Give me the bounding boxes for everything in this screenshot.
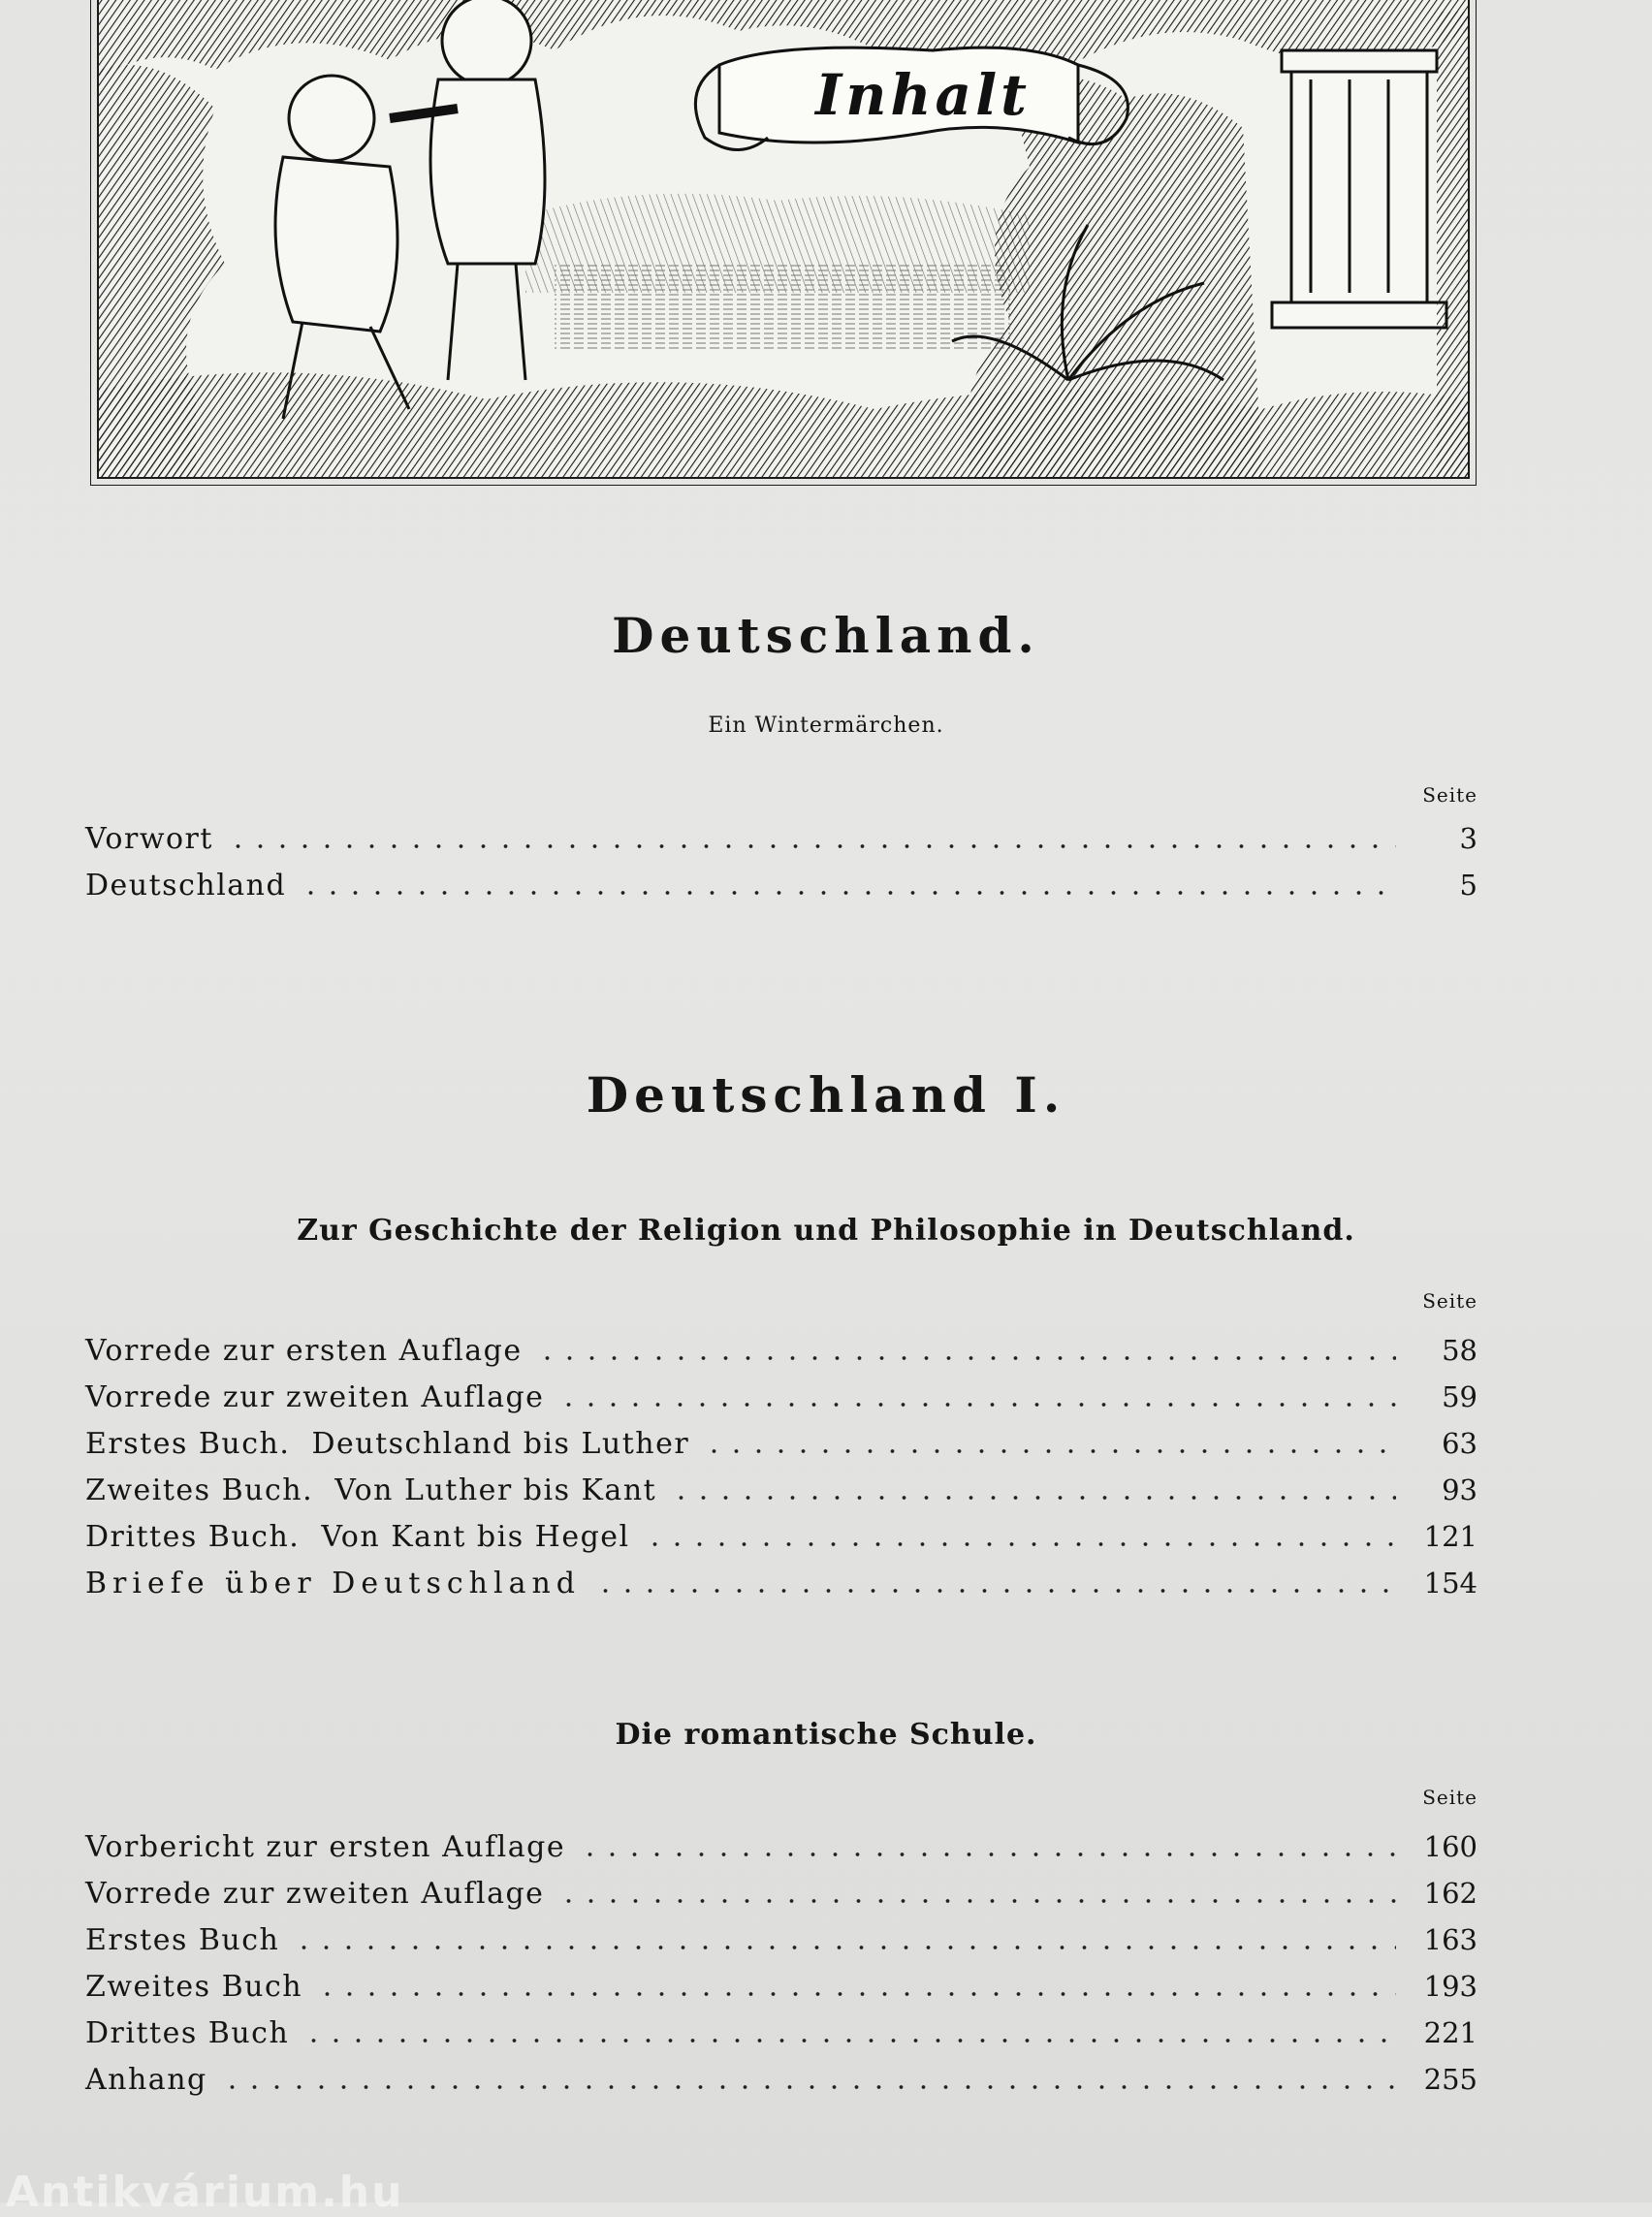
watermark: Antikvárium.hu xyxy=(6,2168,404,2217)
toc-entry[interactable] xyxy=(85,1877,1477,1923)
toc-entry-page: 93 xyxy=(1442,1473,1477,1506)
toc-entry-title: Drittes Buch xyxy=(85,2016,290,2050)
dot-leader xyxy=(536,1344,1396,1373)
dot-leader xyxy=(594,1576,1396,1605)
toc-entry-page: 162 xyxy=(1423,1877,1477,1910)
dot-leader xyxy=(670,1483,1396,1512)
toc-entry-page: 255 xyxy=(1423,2063,1477,2096)
toc-entry-title: Anhang xyxy=(85,2063,207,2097)
toc-entry[interactable] xyxy=(85,1567,1477,1613)
toc-entry-page: 59 xyxy=(1442,1380,1477,1413)
header-engraving xyxy=(97,0,1470,479)
toc-entry-title: Vorrede zur zweiten Auflage xyxy=(85,1877,545,1911)
toc-entry-page: 163 xyxy=(1423,1923,1477,1956)
toc-entry-title: Briefe über Deutschland xyxy=(85,1567,581,1600)
toc-entry-title: Erstes Buch. Deutschland bis Luther xyxy=(85,1427,690,1461)
toc-entry[interactable] xyxy=(85,1830,1477,1877)
toc-entry[interactable] xyxy=(85,822,1477,869)
dot-leader xyxy=(227,832,1396,861)
dot-leader xyxy=(557,1390,1396,1419)
toc-entry-page: 193 xyxy=(1423,1970,1477,2003)
dot-leader xyxy=(221,2073,1396,2102)
toc-entry[interactable] xyxy=(85,869,1477,915)
toc-entry-page: 121 xyxy=(1423,1520,1477,1553)
dot-leader xyxy=(293,1933,1396,1962)
toc-entry-title: Vorrede zur zweiten Auflage xyxy=(85,1380,545,1414)
toc-entry-title: Vorwort xyxy=(85,822,213,856)
toc-entry[interactable] xyxy=(85,1334,1477,1380)
banner-title: Inhalt xyxy=(815,62,1031,128)
toc-entry-page: 221 xyxy=(1423,2016,1477,2049)
toc-list-romantische-schule xyxy=(85,1830,1477,2109)
page-column-label: Seite xyxy=(1422,783,1477,807)
toc-entry-title: Drittes Buch. Von Kant bis Hegel xyxy=(85,1520,630,1554)
toc-entry[interactable] xyxy=(85,1380,1477,1427)
toc-list-deutschland xyxy=(85,822,1477,915)
toc-entry-title: Vorbericht zur ersten Auflage xyxy=(85,1830,566,1864)
toc-list-religion-philosophie xyxy=(85,1334,1477,1613)
toc-entry[interactable] xyxy=(85,1473,1477,1520)
toc-entry[interactable] xyxy=(85,1923,1477,1970)
dot-leader xyxy=(316,1979,1396,2009)
section-subtitle-romantische-schule: Die romantische Schule. xyxy=(615,1718,1037,1752)
section-subtitle-religion-philosophie: Zur Geschichte der Religion und Philosophie in Deutschland. xyxy=(297,1214,1355,1248)
dot-leader xyxy=(579,1840,1396,1869)
section-title-deutschland-i: Deutschland I. xyxy=(586,1066,1066,1124)
dot-leader xyxy=(644,1530,1396,1559)
page-column-label: Seite xyxy=(1422,1786,1477,1809)
toc-entry-page: 5 xyxy=(1459,869,1477,902)
toc-entry-page: 154 xyxy=(1423,1567,1477,1599)
toc-entry-title: Erstes Buch xyxy=(85,1923,280,1957)
toc-entry[interactable] xyxy=(85,2016,1477,2063)
toc-entry-title: Vorrede zur ersten Auflage xyxy=(85,1334,523,1368)
toc-entry[interactable] xyxy=(85,1520,1477,1567)
dot-leader xyxy=(703,1437,1396,1466)
toc-entry-page: 63 xyxy=(1442,1427,1477,1460)
dot-leader xyxy=(300,878,1396,907)
toc-entry-page: 58 xyxy=(1442,1334,1477,1367)
toc-entry-title: Zweites Buch. Von Luther bis Kant xyxy=(85,1473,657,1507)
toc-entry-page: 160 xyxy=(1423,1830,1477,1863)
toc-entry-page: 3 xyxy=(1459,822,1477,855)
dot-leader xyxy=(302,2026,1396,2055)
section-subtitle-wintermaerchen: Ein Wintermärchen. xyxy=(708,713,944,738)
toc-entry[interactable] xyxy=(85,1427,1477,1473)
toc-entry[interactable] xyxy=(85,2063,1477,2109)
page-column-label: Seite xyxy=(1422,1289,1477,1313)
dot-leader xyxy=(557,1886,1396,1916)
toc-entry-title: Deutschland xyxy=(85,869,287,903)
toc-entry[interactable] xyxy=(85,1970,1477,2016)
section-title-deutschland: Deutschland. xyxy=(612,607,1040,664)
toc-entry-title: Zweites Buch xyxy=(85,1970,303,2004)
